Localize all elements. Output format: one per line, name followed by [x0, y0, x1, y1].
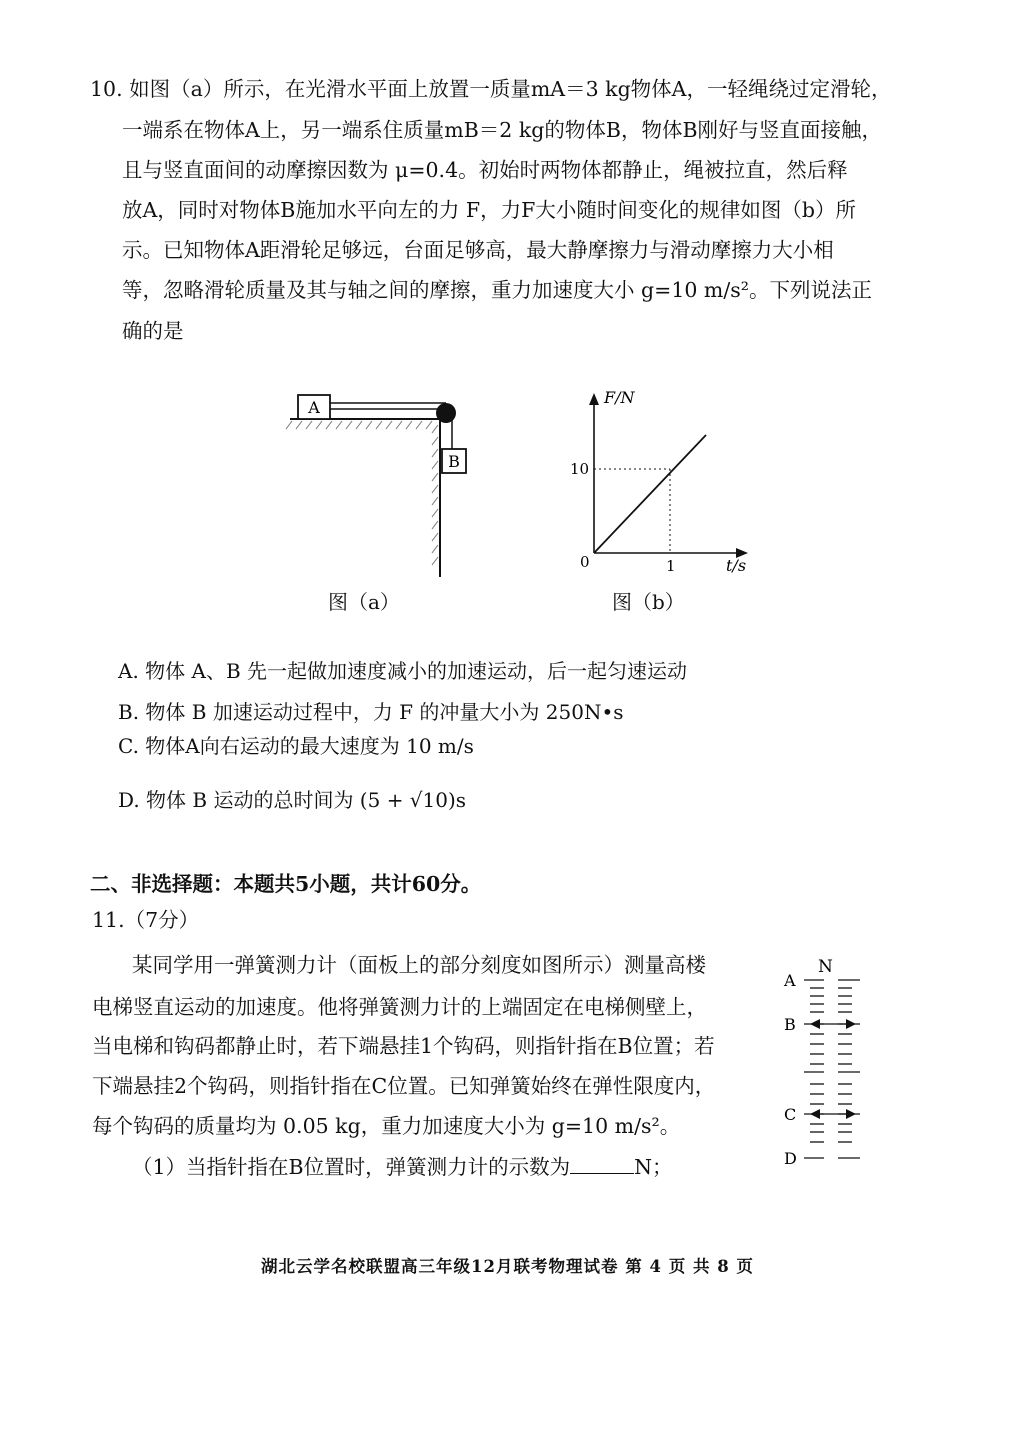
y-axis-label: F/N — [604, 388, 635, 407]
section-2-heading: 二、非选择题：本题共5小题，共计60分。 — [90, 872, 482, 896]
figure-a — [280, 385, 480, 585]
q11-sub1 — [132, 1152, 673, 1182]
origin-label: 0 — [580, 553, 590, 571]
figure-a-caption: 图（a） — [328, 590, 400, 614]
scale-label-a: A — [784, 971, 796, 990]
y-tick-label: 10 — [570, 460, 590, 478]
page-footer: 湖北云学名校联盟高三年级12月联考物理试卷 第 4 页 共 8 页 — [261, 1257, 754, 1276]
q11-header: 11.（7分） — [92, 908, 200, 932]
q10-line-6: 等，忽略滑轮质量及其与轴之间的摩擦，重力加速度大小 g=10 m/s²。下列说法正 — [122, 278, 872, 302]
pulley — [436, 403, 456, 423]
q11-line-3: 当电梯和钩码都静止时，若下端悬挂1个钩码，则指针指在B位置；若 — [92, 1034, 715, 1058]
option-c: C. 物体A向右运动的最大速度为 10 m/s — [118, 734, 474, 758]
q11-line-4: 下端悬挂2个钩码，则指针指在C位置。已知弹簧始终在弹性限度内， — [92, 1074, 716, 1098]
q10-line-2: 一端系在物体A上，另一端系住质量mB＝2 kg的物体B，物体B刚好与竖直面接触， — [122, 118, 883, 142]
q10-line-7: 确的是 — [122, 319, 184, 343]
block-a-label: A — [308, 398, 320, 417]
block-b-label: B — [448, 452, 460, 471]
option-b: B. 物体 B 加速运动过程中，力 F 的冲量大小为 250N•s — [118, 700, 624, 724]
q11-line-1: 某同学用一弹簧测力计（面板上的部分刻度如图所示）测量高楼 — [132, 953, 706, 977]
spring-scale-figure — [780, 950, 870, 1172]
scale-label-b: B — [784, 1015, 796, 1034]
scale-label-c: C — [784, 1105, 797, 1124]
answer-blank[interactable] — [570, 1153, 634, 1174]
q11-sub1-suffix: N； — [634, 1155, 673, 1179]
x-axis-label: t/s — [726, 556, 747, 575]
q10-line-3: 且与竖直面间的动摩擦因数为 μ=0.4。初始时两物体都静止，绳被拉直，然后释 — [122, 158, 848, 182]
scale-unit-label: N — [818, 957, 833, 977]
q11-line-5: 每个钩码的质量均为 0.05 kg，重力加速度大小为 g=10 m/s²。 — [92, 1114, 681, 1138]
option-a: A. 物体 A、B 先一起做加速度减小的加速运动，后一起匀速运动 — [118, 659, 688, 683]
q10-line-4: 放A，同时对物体B施加水平向左的力 F，力F大小随时间变化的规律如图（b）所 — [122, 198, 856, 222]
q10-line-1: 10. 如图（a）所示，在光滑水平面上放置一质量mA＝3 kg物体A，一轻绳绕过定滑轮， — [90, 77, 892, 101]
option-d: D. 物体 B 运动的总时间为 (5 + √10)s — [118, 788, 467, 812]
figure-b-graph — [560, 385, 760, 585]
q11-sub1-prefix: （1）当指针指在B位置时，弹簧测力计的示数为 — [132, 1155, 571, 1179]
x-tick-label: 1 — [666, 557, 676, 575]
scale-label-d: D — [784, 1149, 797, 1168]
figure-b-caption: 图（b） — [612, 590, 685, 614]
q11-line-2: 电梯竖直运动的加速度。他将弹簧测力计的上端固定在电梯侧壁上， — [92, 995, 707, 1019]
q10-line-5: 示。已知物体A距滑轮足够远，台面足够高，最大静摩擦力与滑动摩擦力大小相 — [122, 238, 834, 262]
